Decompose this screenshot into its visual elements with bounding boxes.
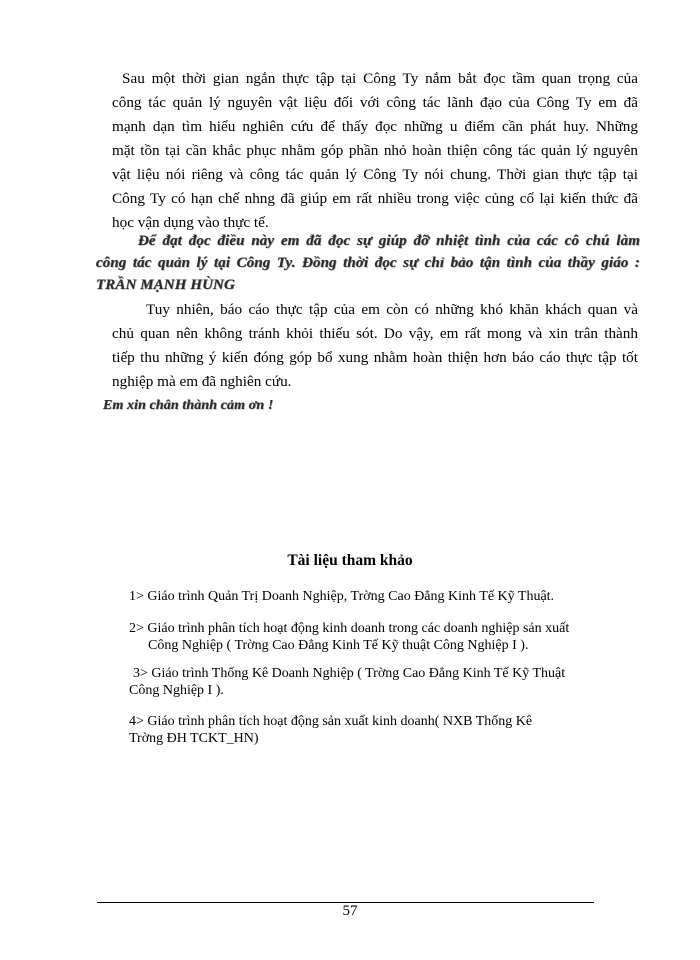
ref-3-line-1: 3> Giáo trình Thống Kê Doanh Nghiệp ( Trờng Cao Đẳng Kinh Tế Kỹ Thuật — [133, 666, 566, 681]
limit-line-1: Tuy nhiên, báo cáo thực tập của em còn có những khó khăn khách quan và — [146, 301, 638, 318]
limit-line-2: chủ quan nên không tránh khỏi thiếu sót. Do vậy, em rất mong và xin trân thành — [112, 325, 638, 342]
intro-line-6: Công Ty có hạn chế nhng đã giúp em rất nhiều trong việc củng cố lại kiến thức đã — [112, 190, 638, 207]
intro-line-3: mạnh dạn tìm hiểu nghiên cứu để thấy đọc những u điểm cần phát huy. Những — [112, 118, 638, 135]
ref-1-line-1: 1> Giáo trình Quản Trị Doanh Nghiệp, Trờng Cao Đẳng Kinh Tế Kỹ Thuật. — [129, 589, 555, 604]
ref-3-line-2: Công Nghiệp I ). — [129, 683, 224, 698]
references-title: Tài liệu tham khảo — [287, 552, 413, 569]
ref-4-line-1: 4> Giáo trình phân tích hoạt động sản xuất kinh doanh( NXB Thống Kê — [129, 714, 533, 729]
page-number: 57 — [342, 903, 358, 919]
ack-line-2: công tác quản lý tại Công Ty. Đồng thời đọc sự chỉ bảo tận tình của thầy giáo : — [96, 255, 640, 271]
acknowledgement — [96, 230, 640, 296]
intro-line-2: công tác quản lý nguyên vật liệu đối với công tác lãnh đạo của Công Ty em đã — [112, 94, 638, 111]
reference-item-2 — [129, 620, 569, 654]
closing-thanks: Em xin chân thành cảm ơn ! — [103, 398, 274, 413]
intro-line-5: vật liệu nói riêng và công tác quản lý Công Ty nói chung. Thời gian thực tập tại — [112, 166, 638, 183]
ack-line-1: Để đạt đọc điều này em đã đọc sự giúp đỡ nhiệt tình của các cô chú làm — [138, 233, 640, 249]
intro-paragraph — [112, 67, 638, 235]
intro-line-4: mặt tồn tại cần khắc phục nhằm góp phần nhỏ hoàn thiện công tác quản lý nguyên — [112, 142, 638, 159]
ref-2-line-1: 2> Giáo trình phân tích hoạt động kinh doanh trong các doanh nghiệp sản xuất — [129, 621, 570, 636]
limitations-paragraph — [112, 298, 638, 394]
reference-item-1 — [129, 588, 554, 605]
reference-item-3 — [129, 665, 566, 699]
ref-2-line-2: Công Nghiệp ( Trờng Cao Đẳng Kinh Tế Kỹ thuật Công Nghiệp I ). — [148, 638, 529, 653]
intro-line-7: học vận dụng vào thực tế. — [112, 214, 269, 231]
intro-line-1: Sau một thời gian ngắn thực tập tại Công Ty nắm bắt đọc tầm quan trọng của — [122, 70, 638, 87]
limit-line-3: tiếp thu những ý kiến đóng góp bổ xung nhằm hoàn thiện hơn báo cáo thực tập tốt — [112, 349, 638, 366]
reference-item-4 — [129, 713, 532, 747]
limit-line-4: nghiệp mà em đã nghiên cứu. — [112, 373, 292, 390]
ref-4-line-2: Trờng ĐH TCKT_HN) — [129, 731, 259, 746]
ack-line-3-teacher-name: TRẦN MẠNH HÙNG — [96, 277, 235, 293]
